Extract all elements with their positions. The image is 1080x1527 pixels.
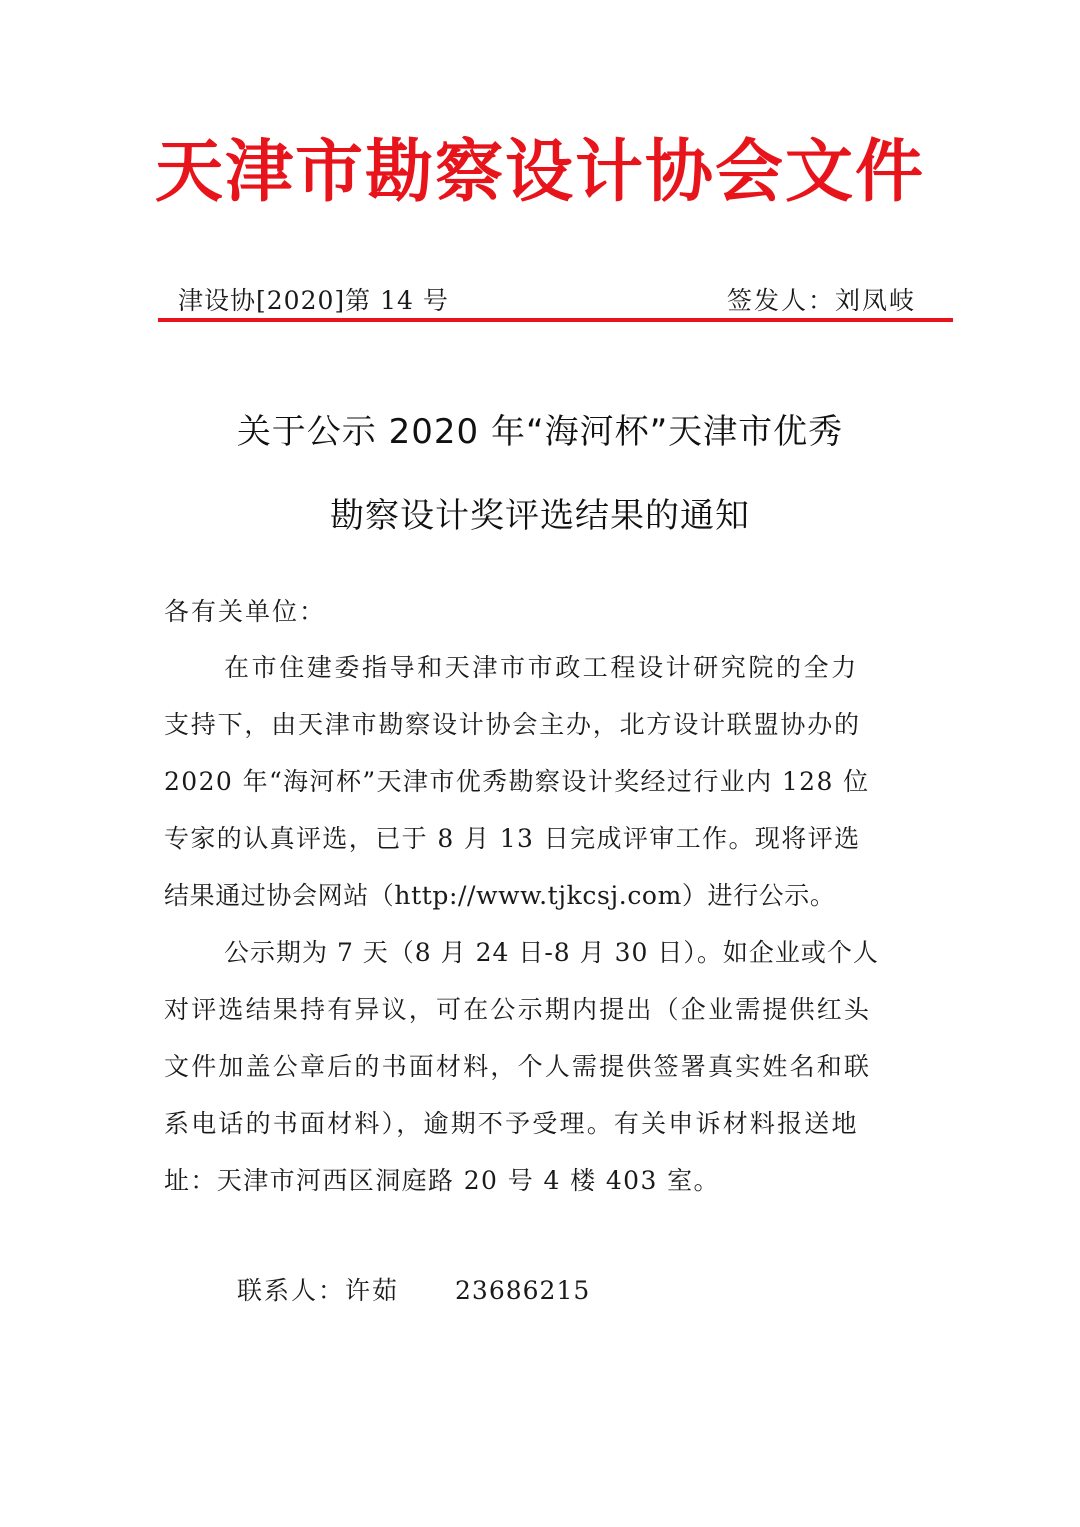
body-line: 在市住建委指导和天津市市政工程设计研究院的全力: [224, 653, 859, 682]
document-number-line: [178, 283, 916, 319]
issuer-signature: 签发人：刘凤岐: [726, 286, 916, 315]
body-line: 专家的认真评选，已于 8 月 13 日完成评审工作。现将评选: [164, 824, 861, 853]
body-line: 2020 年“海河杯”天津市优秀勘察设计奖经过行业内 128 位: [164, 767, 870, 796]
body-line: 公示期为 7 天（8 月 24 日-8 月 30 日）。如企业或个人: [224, 938, 879, 967]
document-number: 津设协[2020]第 14 号: [178, 286, 449, 315]
notice-title-line-2: 勘察设计奖评选结果的通知: [330, 496, 750, 536]
body-line: 对评选结果持有异议，可在公示期内提出（企业需提供红头: [164, 995, 872, 1024]
red-divider-rule: [158, 318, 953, 322]
contact-phone: 23686215: [455, 1276, 591, 1305]
contact-line: [237, 1273, 590, 1309]
body-line: 结果通过协会网站（http://www.tjkcsj.com）进行公示。: [164, 881, 836, 910]
body-line: 支持下，由天津市勘察设计协会主办，北方设计联盟协办的: [164, 710, 861, 739]
masthead-title: 天津市勘察设计协会文件: [154, 133, 925, 212]
salutation: 各有关单位：: [164, 597, 327, 626]
contact-person: 联系人：许茹: [237, 1276, 400, 1305]
body-line: 址：天津市河西区洞庭路 20 号 4 楼 403 室。: [164, 1166, 720, 1195]
notice-title-line-1: 关于公示 2020 年“海河杯”天津市优秀: [236, 412, 844, 452]
body-line: 文件加盖公章后的书面材料，个人需提供签署真实姓名和联: [164, 1052, 872, 1081]
body-line: 系电话的书面材料），逾期不予受理。有关申诉材料报送地: [164, 1109, 859, 1138]
